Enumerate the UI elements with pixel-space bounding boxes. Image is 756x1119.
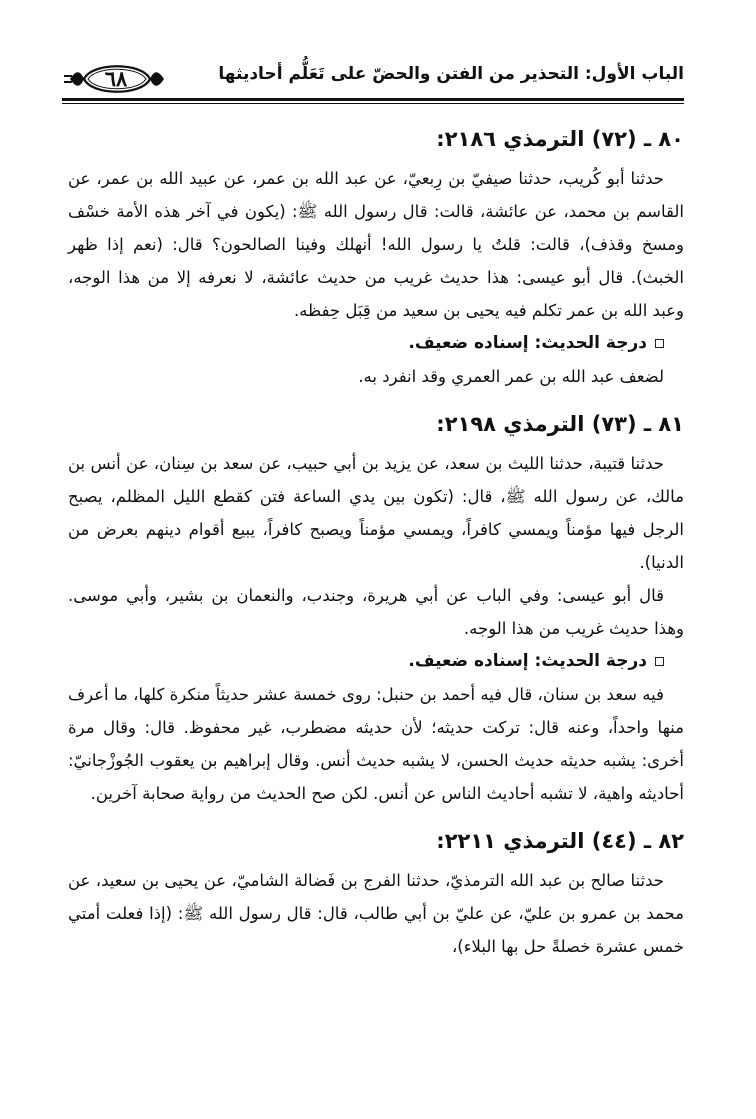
grade-note: لضعف عبد الله بن عمر العمري وقد انفرد به. — [358, 367, 664, 386]
header-rule — [62, 98, 684, 101]
grade-note: فيه سعد بن سنان، قال فيه أحمد بن حنبل: روى خمسة عشر حديثاً منكرة كلها، ما أعرف منها واحداً، وعنه قال: تركت حديثه؛ لأن حديثه مضطرب، غير محفوظ. قال: وقال مرة أخرى: يشبه حديثه حديث الحسن، لا يشبه حديث أنس. وقال إبراهيم بن يعقوب الجُوزْجانيّ: أحاديثه واهية، لا تشبه أحاديث الناس عن أنس. لكن صح الحديث من رواية صحابة آخرين. — [68, 685, 684, 803]
hadith-text: حدثنا أبو كُريب، حدثنا صيفيّ بن رِبعيّ، عن عبد الله بن عمر، عن عبيد الله بن عمر، عن القاسم بن محمد، عن عائشة، قالت: قال رسول الله ﷺ: (يكون في آخر هذه الأمة خسْف ومسخ وقذف)، قالت: قلتُ يا رسول الله! أنهلك وفينا الصالحون؟ قال: (نعم إذا ظهر الخبث). قال أبو عيسى: هذا حديث غريب من حديث عائشة، لا نعرفه إلا من هذا الوجه، وعبد الله بن عمر تكلم فيه يحيى بن سعيد من قِبَل حِفظه. — [68, 169, 684, 320]
header-rule-thin — [62, 103, 684, 104]
hadith-text: حدثنا صالح بن عبد الله الترمذيّ، حدثنا الفرج بن فَضالة الشاميّ، عن يحيى بن سعيد، عن محمد بن عمرو بن عليّ، عن عليّ بن أبي طالب، قال: قال رسول الله ﷺ: (إذا فعلت أمتي خمس عشرة خصلةً حل بها البلاء)، — [68, 871, 684, 956]
hadith-grade — [68, 327, 684, 360]
hadith-heading: ٨٠ ـ (٧٢) الترمذي ٢١٨٦: — [436, 127, 684, 151]
hadith-heading: ٨١ ـ (٧٣) الترمذي ٢١٩٨: — [436, 412, 684, 436]
page-content — [68, 118, 684, 963]
hadith-commentary: قال أبو عيسى: وفي الباب عن أبي هريرة، وجندب، والنعمان بن بشير، وأبي موسى. وهذا حديث غريب من هذا الوجه. — [68, 586, 684, 638]
page-header — [62, 56, 684, 102]
page-number-ornament — [62, 56, 172, 102]
square-bullet-icon — [655, 657, 664, 666]
grade-label: درجة الحديث: إسناده ضعيف. — [408, 333, 647, 353]
hadith-text: حدثنا قتيبة، حدثنا الليث بن سعد، عن يزيد بن أبي حبيب، عن سعد بن سِنان، عن أنس بن مالك، عن رسول الله ﷺ، قال: (تكون بين يدي الساعة فتن كقطع الليل المظلم، يصبح الرجل فيها مؤمناً ويمسي كافراً، ويمسي مؤمناً ويصبح كافراً، يبيع أقوام دينهم بعرض من الدنيا). — [68, 454, 684, 572]
grade-label: درجة الحديث: إسناده ضعيف. — [408, 651, 647, 671]
square-bullet-icon — [655, 339, 664, 348]
page-number: ٦٨ — [104, 66, 128, 91]
hadith-grade — [68, 645, 684, 678]
hadith-heading: ٨٢ ـ (٤٤) الترمذي ٢٢١١: — [436, 829, 684, 853]
running-title: الباب الأول: التحذير من الفتن والحضّ على تَعَلُّم أحاديثها — [218, 64, 684, 84]
